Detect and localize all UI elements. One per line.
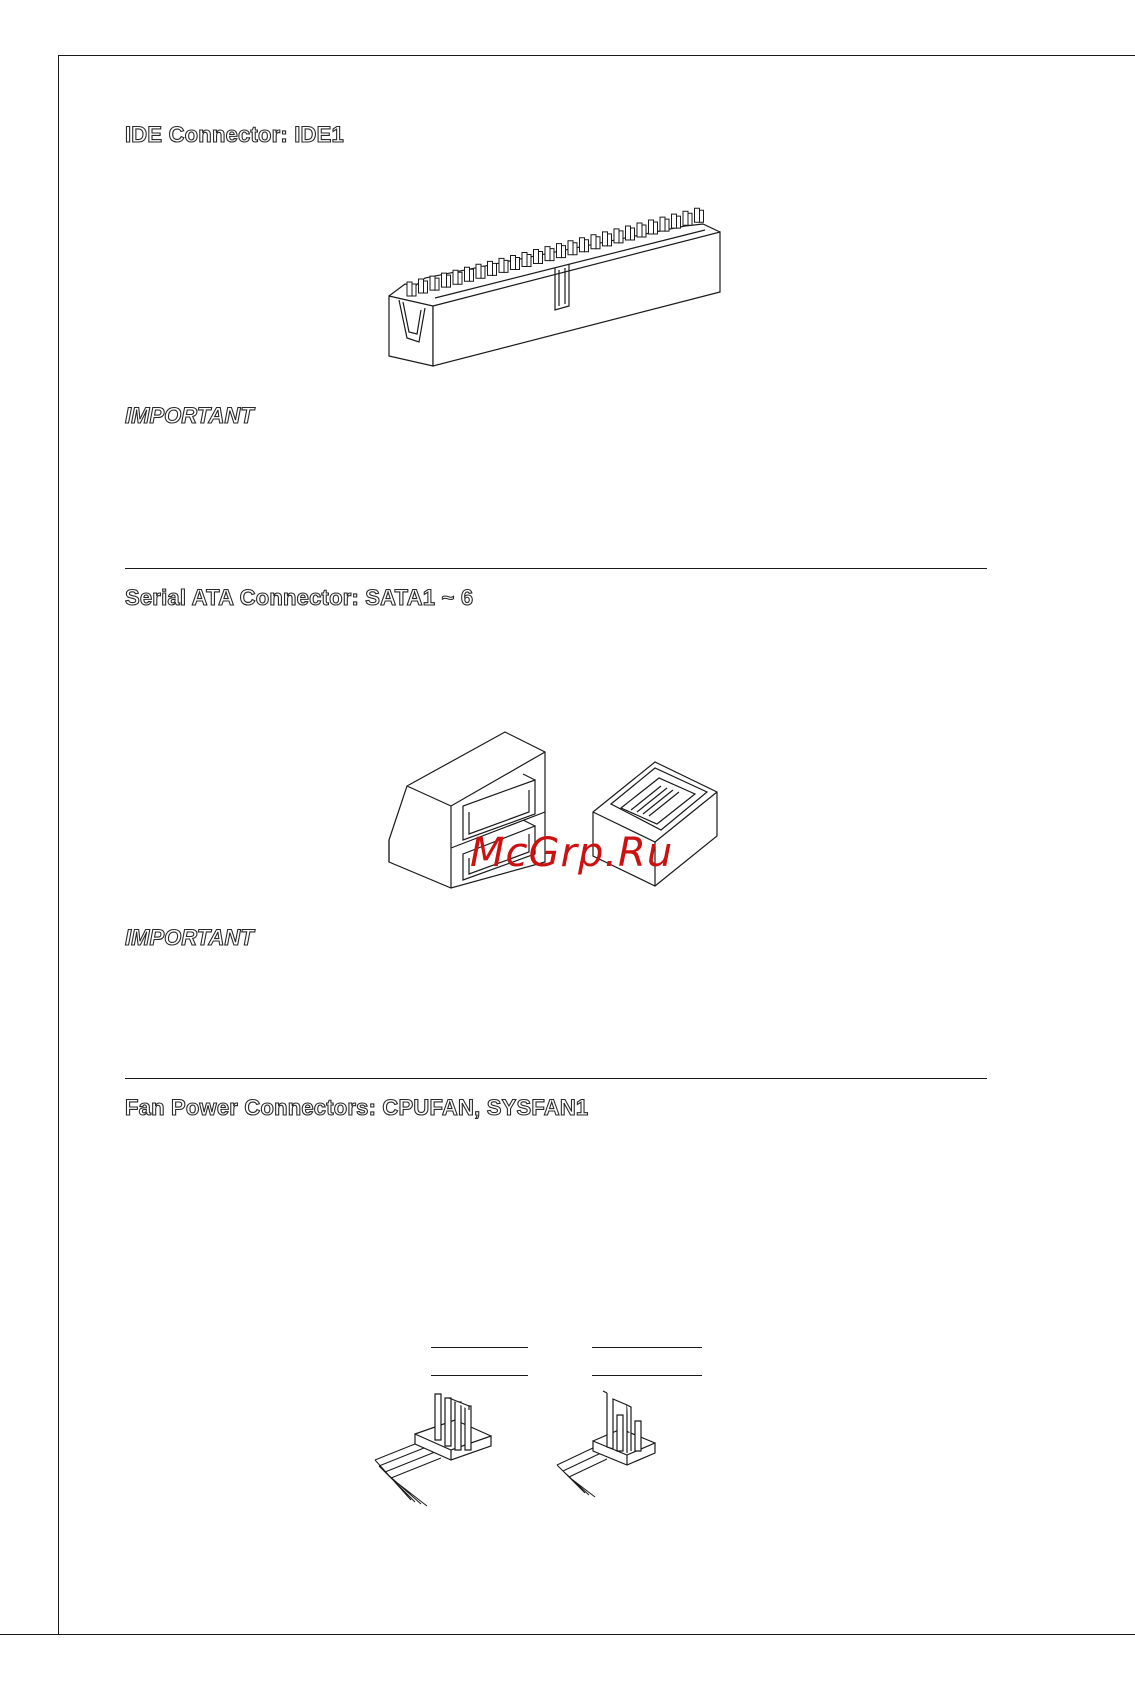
ide-pin (465, 267, 470, 281)
ide-pin (660, 217, 665, 231)
ide-pin (453, 270, 458, 284)
ide-pin (419, 279, 424, 293)
ide-pin (591, 235, 596, 249)
ide-pin (527, 255, 531, 267)
ide-pin (470, 269, 474, 281)
ide-pin (568, 241, 573, 255)
ide-pin (488, 261, 493, 275)
ide-pin (557, 244, 562, 258)
ide-pin (619, 231, 623, 243)
ide-pin (614, 229, 619, 243)
ide-pin (626, 226, 631, 240)
ide-pin (637, 223, 642, 237)
ide-pin (476, 264, 481, 278)
ide-pin (534, 250, 539, 264)
page-frame-top (58, 55, 1135, 56)
ide-pin (539, 252, 543, 264)
ide-pin (603, 232, 608, 246)
ide-pin (596, 237, 600, 249)
ide-pin (665, 219, 669, 231)
section-divider (125, 568, 987, 569)
ide-pin (511, 255, 516, 269)
ide-pin (695, 208, 700, 222)
ide-pin (677, 216, 681, 228)
ide-pin (608, 234, 612, 246)
ide-pin (631, 228, 635, 240)
ide-pin (481, 266, 485, 278)
ide-pin (642, 225, 646, 237)
sata-important-heading: IMPORTANT (125, 925, 254, 950)
page-frame-bottom (0, 1634, 1135, 1635)
fan-connector-heading: Fan Power Connectors: CPUFAN, SYSFAN1 (125, 1095, 589, 1120)
ide-pin (504, 260, 508, 272)
ide-pin (580, 238, 585, 252)
ide-pin (573, 243, 577, 255)
section-divider (125, 1078, 987, 1079)
watermark: McGrp.Ru (470, 830, 674, 876)
ide-pin (550, 249, 554, 261)
sysfan-pin-line (592, 1375, 702, 1376)
cpufan-pin-line (431, 1375, 528, 1376)
ide-pin (688, 213, 692, 225)
ide-pin (412, 284, 416, 296)
ide-connector-heading: IDE Connector: IDE1 (125, 122, 344, 147)
ide-pin (424, 281, 428, 293)
ide-pin (700, 210, 704, 222)
ide-pin (447, 275, 451, 287)
ide-pin (585, 240, 589, 252)
sysfan-pin-line (592, 1347, 702, 1348)
cpufan-pin-line (431, 1347, 528, 1348)
ide-important-heading: IMPORTANT (125, 403, 254, 428)
sysfan-connector-illustration (555, 1385, 675, 1500)
ide-pin (654, 222, 658, 234)
ide-pin (442, 273, 447, 287)
ide-pin (672, 214, 677, 228)
ide-pin (407, 282, 412, 296)
ide-pin (522, 253, 527, 267)
ide-pin (516, 257, 520, 269)
sata-connector-heading: Serial ATA Connector: SATA1 ~ 6 (125, 585, 474, 610)
ide-pin (435, 278, 439, 290)
ide-pin (499, 258, 504, 272)
ide-pin (545, 247, 550, 261)
ide-pin (649, 220, 654, 234)
ide-pin (562, 246, 566, 258)
ide-pin (458, 272, 462, 284)
ide-pin (683, 211, 688, 225)
cpufan-connector-illustration (365, 1390, 495, 1510)
ide-pin (430, 276, 435, 290)
ide-connector-illustration (385, 220, 725, 370)
ide-pin (493, 263, 497, 275)
page-frame-left (58, 55, 59, 1635)
